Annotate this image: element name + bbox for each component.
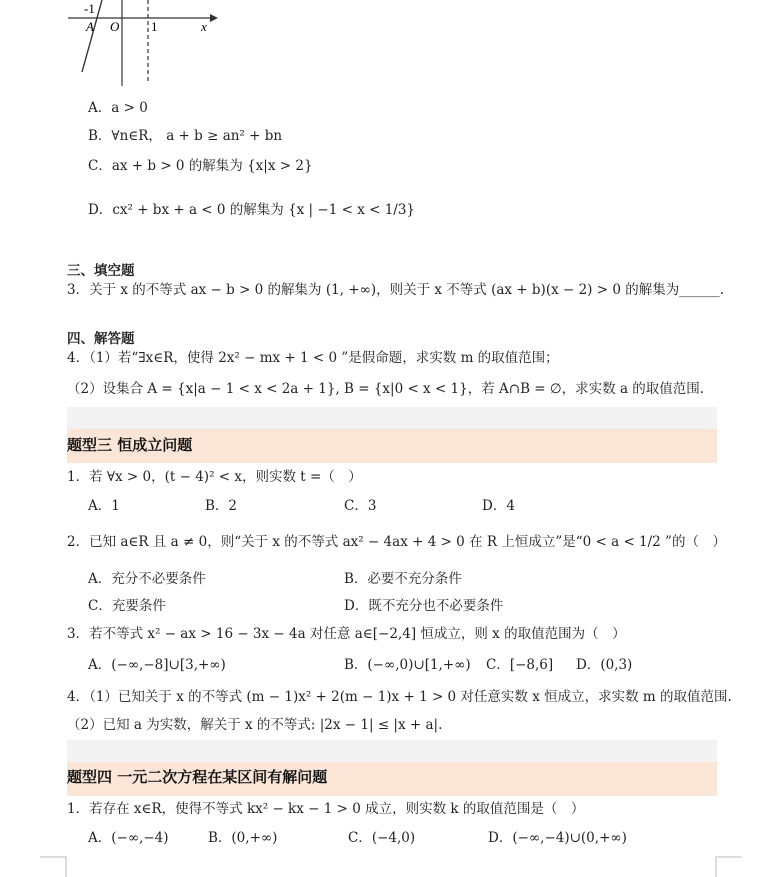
option-d: D．cx² + bx + a < 0 的解集为 {x | −1 < x < 1/3} <box>88 202 416 218</box>
type3-q2: 2．已知 a∈R 且 a ≠ 0，则“关于 x 的不等式 ax² − 4ax + 4 > 0 在 R 上恒成立”是“0 < a < 1/2 ”的（ ） <box>67 534 726 550</box>
type3-q2-opt-c: C．充要条件 <box>88 598 166 614</box>
label-neg-one: -1 <box>84 1 95 16</box>
page-corner-mark-left <box>40 855 70 877</box>
label-o: O <box>110 19 120 34</box>
type4-q1-opt-d: D．(−∞,−4)∪(0,+∞) <box>488 830 627 846</box>
type3-q4-1: 4．（1）已知关于 x 的不等式 (m − 1)x² + 2(m − 1)x + 1 > 0 对任意实数 x 恒成立，求实数 m 的取值范围. <box>67 689 732 705</box>
label-a: A <box>86 19 94 34</box>
type3-q1: 1．若 ∀x > 0，(t − 4)² < x，则实数 t =（ ） <box>67 469 362 485</box>
type4-gray-band <box>67 740 717 762</box>
page-corner-mark-right <box>714 855 744 877</box>
type3-q3-opt-b: B．(−∞,0)∪[1,+∞) <box>344 657 471 673</box>
type3-title: 题型三 恒成立问题 <box>67 436 193 454</box>
section-3-q3: 3．关于 x 的不等式 ax − b > 0 的解集为 (1, +∞)，则关于 x 不等式 (ax + b)(x − 2) > 0 的解集为______. <box>67 282 725 298</box>
type3-q2-opt-a: A．充分不必要条件 <box>88 571 206 587</box>
option-b: B．∀n∈R， a + b ≥ an² + bn <box>88 128 283 144</box>
type3-q1-opt-d: D．4 <box>482 498 515 514</box>
type3-q3: 3．若不等式 x² − ax > 16 − 3x − 4a 对任意 a∈[−2,4] 恒成立，则 x 的取值范围为（ ） <box>67 626 626 642</box>
type4-q1: 1．若存在 x∈R，使得不等式 kx² − kx − 1 > 0 成立，则实数 k 的取值范围是（ ） <box>67 801 585 817</box>
label-one: 1 <box>151 19 158 34</box>
label-x: x <box>201 19 207 34</box>
type4-q1-opt-b: B．(0,+∞) <box>208 830 278 846</box>
section-4-q4-2: （2）设集合 A = {x|a − 1 < x < 2a + 1}, B = {x|0 < x < 1}，若 A∩B = ∅，求实数 a 的取值范围. <box>67 381 705 397</box>
type4-q1-opt-a: A．(−∞,−4) <box>88 830 169 846</box>
function-graph <box>60 0 220 86</box>
type3-q3-opt-a: A．(−∞,−8]∪[3,+∞) <box>88 657 226 673</box>
x-axis-arrow <box>210 14 218 22</box>
type3-q2-opt-b: B．必要不充分条件 <box>344 571 462 587</box>
section-3-title: 三、填空题 <box>67 263 135 279</box>
type4-title: 题型四 一元二次方程在某区间有解问题 <box>67 768 328 786</box>
option-a: A．a > 0 <box>88 100 148 116</box>
type3-q1-opt-a: A．1 <box>88 498 120 514</box>
section-4-title: 四、解答题 <box>67 331 135 347</box>
type4-q1-opt-c: C．(−4,0) <box>348 830 416 846</box>
type3-q3-opt-d: D．(0,3) <box>576 657 633 673</box>
section-4-q4-1: 4．（1）若“∃x∈R，使得 2x² − mx + 1 < 0 ”是假命题，求实数 m 的取值范围； <box>67 350 559 366</box>
option-c: C．ax + b > 0 的解集为 {x|x > 2} <box>88 158 313 174</box>
type3-q2-opt-d: D．既不充分也不必要条件 <box>344 598 504 614</box>
type3-q1-opt-c: C．3 <box>344 498 377 514</box>
type3-q4-2: （2）已知 a 为实数，解关于 x 的不等式: |2x − 1| ≤ |x + a|. <box>67 717 443 733</box>
type3-q1-opt-b: B．2 <box>205 498 238 514</box>
type3-q3-opt-c: C．[−8,6] <box>486 657 554 673</box>
type3-gray-band <box>67 407 717 429</box>
